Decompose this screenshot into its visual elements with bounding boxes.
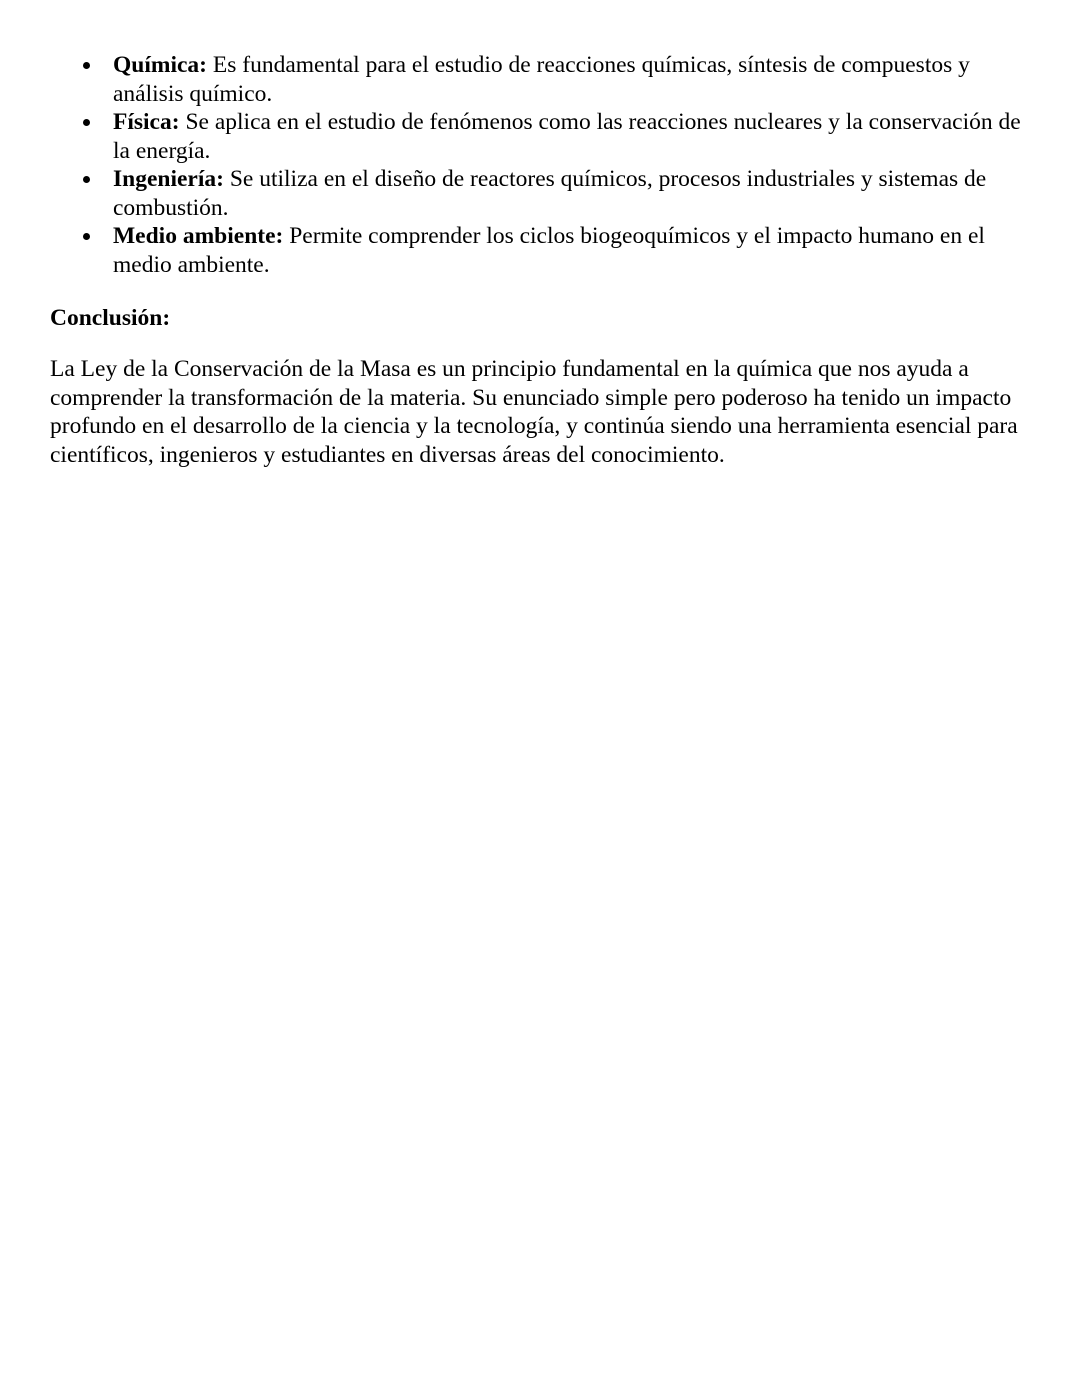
list-item-fisica bbox=[0, 108, 1080, 165]
bullet-icon bbox=[83, 233, 90, 240]
list-item-text: Permite comprender los ciclos biogeoquímicos y el impacto humano en el medio ambiente. bbox=[113, 223, 985, 278]
bullet-icon bbox=[83, 62, 90, 69]
list-item-quimica bbox=[0, 51, 1080, 108]
list-item-label: Química: bbox=[113, 52, 207, 78]
list-item-text: Se utiliza en el diseño de reactores químicos, procesos industriales y sistemas de combustión. bbox=[113, 166, 987, 221]
list-item-medio-ambiente bbox=[0, 222, 1080, 279]
bullet-icon bbox=[83, 176, 90, 183]
list-item-text: Se aplica en el estudio de fenómenos como las reacciones nucleares y la conservación de la energía. bbox=[113, 109, 1021, 164]
list-item-label: Medio ambiente: bbox=[113, 223, 284, 249]
conclusion-paragraph: La Ley de la Conservación de la Masa es un principio fundamental en la química que nos ayuda a comprender la transformación de la materia. Su enunciado simple pero poderoso ha tenido un impacto profundo en el desarrollo de la ciencia y la tecnología, y continúa siendo una herramienta esencial para científicos, ingenieros y estudiantes en diversas áreas del conocimiento. bbox=[50, 356, 1018, 468]
conclusion-heading: Conclusión: bbox=[50, 305, 171, 331]
list-item-ingenieria bbox=[0, 165, 1080, 222]
list-item-label: Física: bbox=[113, 109, 180, 135]
list-item-label: Ingeniería: bbox=[113, 166, 224, 192]
bullet-icon bbox=[83, 119, 90, 126]
list-item-text: Es fundamental para el estudio de reacciones químicas, síntesis de compuestos y análisis químico. bbox=[113, 52, 970, 107]
applications-list bbox=[0, 51, 1080, 279]
